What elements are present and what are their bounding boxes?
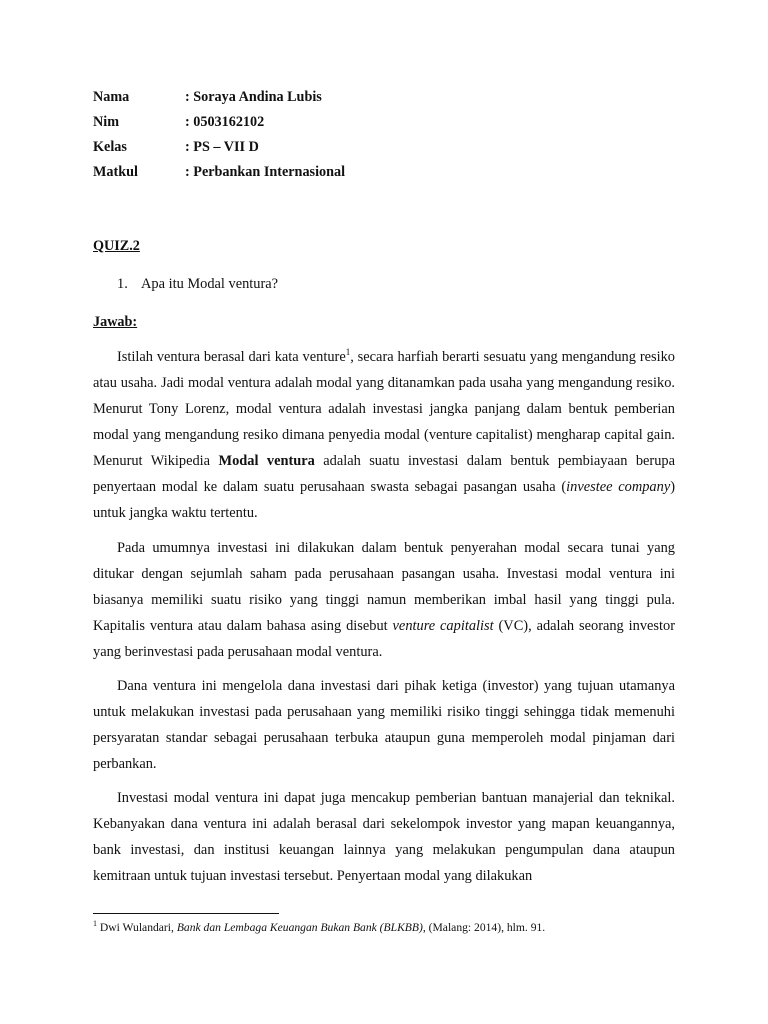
footnote (93, 919, 545, 937)
info-value: : PS – VII D (185, 139, 259, 155)
p1-bold-term: Modal ventura (218, 453, 315, 469)
p2-text-1: Pada umumnya investasi ini dilakukan dalam bentuk penyerahan modal secara tunai yang ditukar dengan sejumlah saham pada perusahaan pasangan usaha. Investasi modal ventura ini biasanya memiliki suatu risiko yang tinggi namun memberikan imbal hasil yang tinggi pula. Kapitalis ventura atau dalam bahasa asing disebut (93, 540, 675, 634)
paragraph-2 (93, 535, 675, 665)
info-value: : Perbankan Internasional (185, 164, 346, 180)
footnote-title: Bank dan Lembaga Keuangan Bukan Bank (BLKBB) (176, 921, 423, 934)
info-value: : Soraya Andina Lubis (185, 89, 322, 105)
question-item (117, 274, 278, 294)
question-text: Apa itu Modal ventura? (141, 276, 279, 292)
p1-text-2: , secara harfiah berarti sesuatu yang mengandung resiko atau usaha. Jadi modal ventura adalah modal yang ditanamkan pada usaha yang mengandung resiko. Menurut Tony Lorenz, modal ventura adalah investasi jangka panjang dalam bentuk pemberian modal yang mengandung resiko dimana penyedia modal (venture capitalist) mengharap capital gain. Menurut Wikipedia (93, 349, 675, 469)
p1-text-4: ) untuk jangka waktu tertentu. (93, 479, 676, 521)
footnote-rest: , (Malang: 2014), hlm. 91. (422, 921, 546, 934)
footnote-marker: 1 (93, 919, 97, 929)
quiz-title: QUIZ.2 (93, 238, 140, 254)
answer-heading: Jawab: (93, 314, 138, 330)
p1-text-1: Istilah ventura berasal dari kata venture (117, 349, 346, 365)
info-label: Nama (93, 89, 130, 105)
question-number: 1. (117, 276, 128, 292)
p1-italic-term: investee company (566, 479, 671, 495)
p2-italic-term: venture capitalist (392, 618, 494, 634)
footnote-ref: 1 (345, 347, 351, 358)
info-label: Kelas (93, 139, 127, 155)
paragraph-4: Investasi modal ventura ini dapat juga mencakup pemberian bantuan manajerial dan teknikal. Kebanyakan dana ventura ini adalah berasal dari sekelompok investor yang mapan keuangannya, bank investasi, dan institusi keuangan lainnya yang melakukan pengumpulan dana ataupun kemitraan untuk tujuan investasi tersebut. Penyertaan modal yang dilakukan (93, 790, 675, 884)
info-label: Nim (93, 114, 120, 130)
paragraph-1 (93, 344, 675, 526)
footnote-divider (93, 913, 279, 914)
info-value: : 0503162102 (185, 114, 265, 130)
info-label: Matkul (93, 164, 138, 180)
paragraph-3: Dana ventura ini mengelola dana investasi dari pihak ketiga (investor) yang tujuan utamanya untuk melakukan investasi pada perusahaan yang memiliki risiko tinggi sehingga tidak memenuhi persyaratan standar sebagai perusahaan terbuka ataupun guna memperoleh modal pinjaman dari perbankan. (93, 678, 675, 772)
footnote-author: Dwi Wulandari, (97, 921, 177, 934)
p1-text-3: adalah suatu investasi dalam bentuk pembiayaan berupa penyertaan modal ke dalam suatu perusahaan swasta sebagai pasangan usaha ( (93, 453, 675, 495)
p2-text-2: (VC), adalah seorang investor yang berinvestasi pada perusahaan modal ventura. (93, 618, 676, 660)
